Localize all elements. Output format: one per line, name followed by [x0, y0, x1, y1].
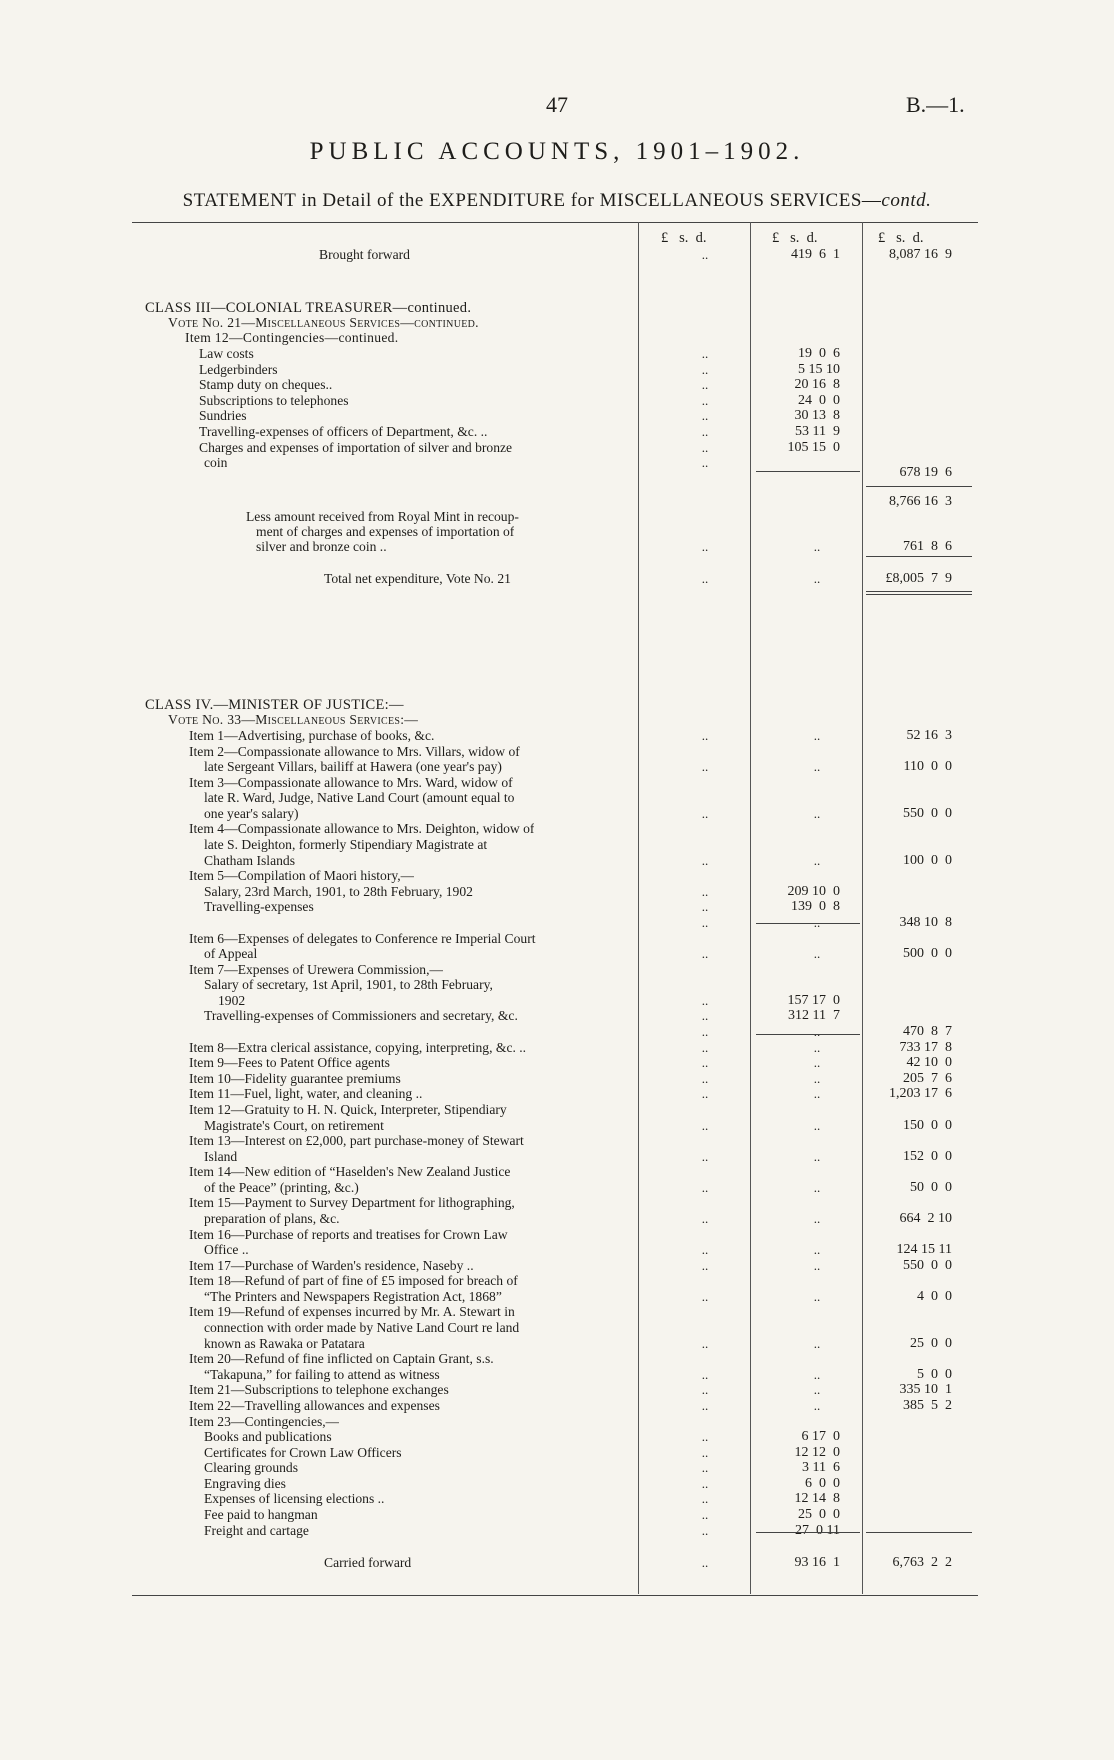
- row-label: Item 6—Expenses of delegates to Conference re Imperial Court: [189, 930, 536, 946]
- table-row: [134, 1398, 976, 1413]
- vote-33-heading: Vote No. 33—Miscellaneous Services:—: [168, 712, 419, 727]
- row-label: Item 15—Payment to Survey Department for lithographing,: [189, 1195, 515, 1211]
- leader-dots: ..: [813, 539, 821, 554]
- amount-col3: 124 15 11: [896, 1242, 952, 1258]
- table-row: [134, 728, 976, 743]
- amount-col2: 6 0 0: [805, 1475, 840, 1491]
- leader-dots: ..: [701, 1086, 709, 1102]
- double-rule: [866, 591, 972, 592]
- subtotal-rule: [756, 923, 860, 924]
- subtotal-rule: [756, 1532, 860, 1533]
- leader-dots: ..: [813, 1086, 821, 1102]
- table-row: [134, 1164, 976, 1179]
- amount-col3: 678 19 6: [899, 465, 952, 480]
- leader-dots: ..: [813, 1055, 821, 1071]
- row-label: Expenses of licensing elections ..: [204, 1491, 385, 1507]
- row-label: Item 11—Fuel, light, water, and cleaning ..: [189, 1086, 423, 1102]
- brought-forward-row: [134, 247, 976, 262]
- leader-dots: ..: [701, 1242, 709, 1258]
- row-label: coin: [204, 455, 228, 471]
- row-label: Item 20—Refund of fine inflicted on Captain Grant, s.s.: [189, 1351, 494, 1367]
- table-row: [134, 1367, 976, 1382]
- leader-dots: ..: [813, 1257, 821, 1273]
- amount-col2: 53 11 9: [795, 424, 840, 439]
- table-row: [134, 853, 976, 868]
- amount-col2: 30 13 8: [794, 408, 840, 424]
- table-row: [134, 1320, 976, 1335]
- table-row: [134, 790, 976, 805]
- table-row: [134, 539, 976, 554]
- row-label: Item 22—Travelling allowances and expenses: [189, 1397, 440, 1413]
- leader-dots: ..: [701, 992, 709, 1008]
- table-row: [134, 868, 976, 883]
- table-row: [134, 775, 976, 790]
- row-label: connection with order made by Native Land Court re land: [204, 1320, 520, 1336]
- leader-dots: ..: [701, 1555, 709, 1570]
- leader-dots: ..: [813, 1382, 821, 1398]
- table-row: [134, 408, 976, 423]
- table-row: [134, 465, 976, 480]
- leader-dots: ..: [813, 571, 821, 586]
- amount-col3: 348 10 8: [899, 914, 952, 930]
- amount-col3: 6,763 2 2: [892, 1555, 952, 1570]
- leader-dots: ..: [813, 1024, 821, 1040]
- leader-dots: ..: [813, 1366, 821, 1382]
- leader-dots: ..: [813, 759, 821, 775]
- amount-col3: 5 0 0: [917, 1366, 952, 1382]
- row-label: silver and bronze coin ..: [256, 539, 387, 554]
- table-row: [134, 837, 976, 852]
- table-row: [134, 1071, 976, 1086]
- table-row: [134, 362, 976, 377]
- amount-col3: 550 0 0: [903, 1257, 952, 1273]
- row-label: Less amount received from Royal Mint in recoup-: [246, 509, 519, 524]
- row-label: Item 17—Purchase of Warden's residence, Naseby ..: [189, 1257, 474, 1273]
- row-label: late Sergeant Villars, bailiff at Hawera (one year's pay): [204, 759, 502, 775]
- leader-dots: ..: [813, 1210, 821, 1226]
- amount-col3: 110 0 0: [903, 759, 952, 775]
- row-label: of Appeal: [204, 946, 258, 962]
- row-label: “The Printers and Newspapers Registration Act, 1868”: [204, 1288, 502, 1304]
- leader-dots: ..: [813, 1039, 821, 1055]
- row-label: Item 4—Compassionate allowance to Mrs. Deighton, widow of: [189, 821, 535, 837]
- total-vote-21-row: [134, 571, 976, 586]
- leader-dots: ..: [701, 1335, 709, 1351]
- table-row: [134, 1336, 976, 1351]
- table-row: [134, 524, 976, 539]
- table-row: [134, 1180, 976, 1195]
- leader-dots: ..: [813, 805, 821, 821]
- table-row: [134, 977, 976, 992]
- double-rule: [866, 594, 972, 595]
- table-row: [134, 1118, 976, 1133]
- row-label: Item 10—Fidelity guarantee premiums: [189, 1070, 401, 1086]
- leader-dots: ..: [701, 1460, 709, 1476]
- row-label: “Takapuna,” for failing to attend as witness: [204, 1366, 440, 1382]
- leader-dots: ..: [701, 1382, 709, 1398]
- amount-col3: 152 0 0: [903, 1148, 952, 1164]
- subtotal-rule: [756, 1034, 860, 1035]
- leader-dots: ..: [813, 852, 821, 868]
- row-label: Salary, 23rd March, 1901, to 28th February, 1902: [204, 883, 473, 899]
- amount-col3: 664 2 10: [899, 1210, 952, 1226]
- table-row: [134, 1523, 976, 1538]
- amount-col2: 12 12 0: [794, 1444, 840, 1460]
- row-label: Travelling-expenses: [204, 899, 314, 915]
- table-row: [134, 1149, 976, 1164]
- table-row: [134, 1304, 976, 1319]
- leader-dots: ..: [813, 1179, 821, 1195]
- leader-dots: ..: [813, 914, 821, 930]
- table-row: [134, 1102, 976, 1117]
- total-rule: [866, 556, 972, 557]
- leader-dots: ..: [701, 1507, 709, 1522]
- leader-dots: ..: [701, 1475, 709, 1491]
- row-label: Travelling-expenses of Commissioners and secretary, &c.: [204, 1008, 518, 1024]
- col3-header: £ s. d.: [878, 230, 924, 246]
- leader-dots: ..: [813, 728, 821, 743]
- leader-dots: ..: [701, 759, 709, 775]
- table-row: [134, 1040, 976, 1055]
- leader-dots: ..: [813, 1335, 821, 1351]
- leader-dots: ..: [701, 852, 709, 868]
- amount-col3: 500 0 0: [903, 946, 952, 962]
- leader-dots: ..: [813, 1070, 821, 1086]
- row-label: Item 14—New edition of “Haselden's New Zealand Justice: [189, 1164, 511, 1180]
- amount-col2: 419 6 1: [791, 247, 840, 262]
- table-row: [134, 1429, 976, 1444]
- row-label: 1902: [218, 992, 246, 1008]
- table-row: [134, 744, 976, 759]
- leader-dots: ..: [813, 1117, 821, 1133]
- row-label: Item 21—Subscriptions to telephone exchanges: [189, 1382, 449, 1398]
- row-label: Item 7—Expenses of Urewera Commission,—: [189, 961, 444, 977]
- leader-dots: ..: [701, 1257, 709, 1273]
- amount-col3: 470 8 7: [903, 1024, 952, 1040]
- amount-col2: 24 0 0: [798, 392, 840, 408]
- leader-dots: ..: [701, 571, 709, 586]
- amount-col3: 385 5 2: [903, 1397, 952, 1413]
- document-code: B.—1.: [906, 92, 965, 117]
- row-label: known as Rawaka or Patatara: [204, 1335, 365, 1351]
- amount-col2: 139 0 8: [791, 899, 840, 915]
- leader-dots: ..: [701, 946, 709, 962]
- table-row: [134, 1195, 976, 1210]
- row-label: Travelling-expenses of officers of Department, &c. ..: [199, 424, 488, 439]
- leader-dots: ..: [701, 1429, 709, 1445]
- leader-dots: ..: [701, 455, 709, 471]
- row-label: Item 13—Interest on £2,000, part purchase-money of Stewart: [189, 1133, 524, 1149]
- leader-dots: ..: [813, 1397, 821, 1413]
- leader-dots: ..: [701, 1210, 709, 1226]
- row-label: Law costs: [199, 346, 254, 361]
- amount-col2: 3 11 6: [802, 1460, 840, 1476]
- amount-col3: £8,005 7 9: [885, 571, 952, 586]
- amount-col3: 1,203 17 6: [889, 1086, 952, 1102]
- leader-dots: ..: [701, 539, 709, 554]
- table-row: [134, 440, 976, 455]
- amount-col2: 5 15 10: [798, 361, 840, 377]
- amount-col2: 105 15 0: [787, 439, 840, 455]
- leader-dots: ..: [701, 439, 709, 455]
- row-label: Island: [204, 1148, 238, 1164]
- table-row: [134, 1460, 976, 1475]
- table-row: [134, 424, 976, 439]
- row-label: Fee paid to hangman: [204, 1507, 318, 1522]
- row-label: Certificates for Crown Law Officers: [204, 1444, 402, 1460]
- leader-dots: ..: [701, 805, 709, 821]
- row-label: of the Peace” (printing, &c.): [204, 1179, 359, 1195]
- table-row: [134, 759, 976, 774]
- table-row: [134, 1476, 976, 1491]
- amount-col3: 733 17 8: [899, 1039, 952, 1055]
- leader-dots: ..: [701, 728, 709, 743]
- leader-dots: ..: [701, 1288, 709, 1304]
- amount-col2: 157 17 0: [787, 992, 840, 1008]
- leader-dots: ..: [701, 883, 709, 899]
- leader-dots: ..: [701, 1055, 709, 1071]
- row-label: Item 16—Purchase of reports and treatises for Crown Law: [189, 1226, 508, 1242]
- row-label: Item 5—Compilation of Maori history,—: [189, 868, 415, 884]
- amount-col2: 25 0 0: [798, 1507, 840, 1522]
- leader-dots: ..: [701, 1179, 709, 1195]
- row-label: Engraving dies: [204, 1475, 286, 1491]
- amount-col3: 8,087 16 9: [889, 247, 952, 262]
- row-label: Freight and cartage: [204, 1522, 309, 1538]
- leader-dots: ..: [701, 408, 709, 424]
- row-label: Item 12—Gratuity to H. N. Quick, Interpreter, Stipendiary: [189, 1101, 507, 1117]
- row-label: preparation of plans, &c.: [204, 1210, 340, 1226]
- row-label: Item 1—Advertising, purchase of books, &c.: [189, 728, 435, 743]
- leader-dots: ..: [813, 1288, 821, 1304]
- row-label: Clearing grounds: [204, 1460, 299, 1476]
- table-row: [134, 899, 976, 914]
- row-label: Item 23—Contingencies,—: [189, 1413, 340, 1429]
- row-label: Item 8—Extra clerical assistance, copying, interpreting, &c. ..: [189, 1039, 527, 1055]
- amount-col2: 12 14 8: [794, 1491, 840, 1507]
- row-label: Subscriptions to telephones: [199, 392, 349, 408]
- leader-dots: ..: [813, 1148, 821, 1164]
- amount-col3: 100 0 0: [903, 852, 952, 868]
- subtitle-main: STATEMENT in Detail of the EXPENDITURE for MISCELLANEOUS SERVICES—: [182, 190, 882, 211]
- table-row: [134, 1258, 976, 1273]
- row-label: Magistrate's Court, on retirement: [204, 1117, 384, 1133]
- row-label: Chatham Islands: [204, 852, 295, 868]
- row-label: Stamp duty on cheques..: [199, 377, 333, 393]
- row-label: Item 18—Refund of part of fine of £5 imposed for breach of: [189, 1273, 518, 1289]
- table-row: [134, 962, 976, 977]
- table-row: [134, 1445, 976, 1460]
- table-row: [134, 993, 976, 1008]
- carried-forward-row: [134, 1555, 976, 1570]
- row-label: Sundries: [199, 408, 247, 424]
- table-row: [134, 346, 976, 361]
- table-row: [134, 806, 976, 821]
- leader-dots: ..: [701, 346, 709, 361]
- amount-col3: 205 7 6: [903, 1070, 952, 1086]
- leader-dots: ..: [701, 1491, 709, 1507]
- amount-col3: 52 16 3: [906, 728, 952, 743]
- amount-col3: 761 8 6: [903, 539, 952, 554]
- class-iv-heading: CLASS IV.—MINISTER OF JUSTICE:—: [145, 697, 404, 713]
- leader-dots: ..: [701, 1070, 709, 1086]
- row-label: Item 2—Compassionate allowance to Mrs. Villars, widow of: [189, 743, 520, 759]
- row-label: one year's salary): [204, 805, 299, 821]
- class-iii-heading: CLASS III—COLONIAL TREASURER—continued.: [145, 300, 472, 316]
- table-row: [134, 393, 976, 408]
- table-row: [134, 1507, 976, 1522]
- table-row: [134, 1242, 976, 1257]
- amount-col2: 27 0 11: [795, 1522, 840, 1538]
- table-row: [134, 1227, 976, 1242]
- table-row: [134, 494, 976, 509]
- table-row: [134, 1273, 976, 1288]
- table-row: [134, 884, 976, 899]
- leader-dots: ..: [701, 1397, 709, 1413]
- leader-dots: ..: [813, 1242, 821, 1258]
- subtitle-contd: contd.: [881, 190, 932, 211]
- leader-dots: ..: [701, 1008, 709, 1024]
- table-row: [134, 1382, 976, 1397]
- table-row: [134, 1133, 976, 1148]
- amount-col3: 42 10 0: [906, 1055, 952, 1071]
- leader-dots: ..: [701, 1039, 709, 1055]
- amount-col3: 50 0 0: [910, 1179, 952, 1195]
- table-row: [134, 1289, 976, 1304]
- amount-col2: 6 17 0: [801, 1429, 840, 1445]
- leader-dots: ..: [701, 1522, 709, 1538]
- row-label: Brought forward: [319, 247, 410, 262]
- table-row: [134, 509, 976, 524]
- leader-dots: ..: [701, 1444, 709, 1460]
- leader-dots: ..: [701, 899, 709, 915]
- row-label: Office ..: [204, 1242, 249, 1258]
- table-row: [134, 1008, 976, 1023]
- row-label: late R. Ward, Judge, Native Land Court (amount equal to: [204, 790, 515, 806]
- amount-col2: 93 16 1: [794, 1555, 840, 1570]
- row-label: Item 19—Refund of expenses incurred by Mr. A. Stewart in: [189, 1304, 515, 1320]
- amount-col3: 550 0 0: [903, 805, 952, 821]
- table-row: [134, 931, 976, 946]
- amount-col2: 209 10 0: [787, 883, 840, 899]
- row-label: ment of charges and expenses of importation of: [256, 524, 515, 539]
- leader-dots: ..: [701, 1117, 709, 1133]
- table-row: [134, 1086, 976, 1101]
- amount-col2: 20 16 8: [794, 377, 840, 393]
- row-label: Books and publications: [204, 1429, 332, 1445]
- page-number: 47: [546, 92, 568, 117]
- statement-subtitle: [0, 190, 1114, 212]
- leader-dots: ..: [701, 377, 709, 393]
- leader-dots: ..: [701, 1148, 709, 1164]
- subtotal-rule: [866, 486, 972, 487]
- amount-col3: 25 0 0: [910, 1335, 952, 1351]
- leader-dots: ..: [701, 361, 709, 377]
- row-label: Charges and expenses of importation of silver and bronze: [199, 439, 513, 455]
- row-label: Ledgerbinders: [199, 361, 278, 377]
- row-label: Total net expenditure, Vote No. 21: [324, 571, 511, 586]
- table-row: [134, 1414, 976, 1429]
- table-row: [134, 821, 976, 836]
- table-row: [134, 1211, 976, 1226]
- vote-21-heading: Vote No. 21—Miscellaneous Services—continued.: [168, 315, 479, 330]
- row-label: Item 9—Fees to Patent Office agents: [189, 1055, 390, 1071]
- table-row: [134, 377, 976, 392]
- amount-col3: 8,766 16 3: [889, 494, 952, 509]
- col2-header: £ s. d.: [772, 230, 818, 246]
- leader-dots: ..: [701, 392, 709, 408]
- table-row: [134, 1024, 976, 1039]
- leader-dots: ..: [701, 914, 709, 930]
- leader-dots: ..: [701, 424, 709, 439]
- row-label: Item 3—Compassionate allowance to Mrs. Ward, widow of: [189, 774, 513, 790]
- row-label: late S. Deighton, formerly Stipendiary Magistrate at: [204, 837, 488, 853]
- table-row: [134, 946, 976, 961]
- leader-dots: ..: [701, 1024, 709, 1040]
- table-row: [134, 1351, 976, 1366]
- leader-dots: ..: [701, 1366, 709, 1382]
- row-label: Carried forward: [324, 1555, 412, 1570]
- subtotal-rule: [866, 1532, 972, 1533]
- leader-dots: ..: [813, 946, 821, 962]
- amount-col3: 4 0 0: [917, 1288, 952, 1304]
- table-row: [134, 1055, 976, 1070]
- table-row: [134, 1491, 976, 1506]
- page-title: PUBLIC ACCOUNTS, 1901–1902.: [309, 138, 805, 165]
- amount-col2: 19 0 6: [798, 346, 840, 361]
- col1-header: £ s. d.: [661, 230, 707, 246]
- row-label: Salary of secretary, 1st April, 1901, to 28th February,: [204, 977, 493, 993]
- leader-dots: ..: [701, 247, 709, 262]
- amount-col3: 335 10 1: [899, 1382, 952, 1398]
- amount-col3: 150 0 0: [903, 1117, 952, 1133]
- item-12-heading: Item 12—Contingencies—continued.: [185, 330, 399, 345]
- amount-col2: 312 11 7: [788, 1008, 840, 1024]
